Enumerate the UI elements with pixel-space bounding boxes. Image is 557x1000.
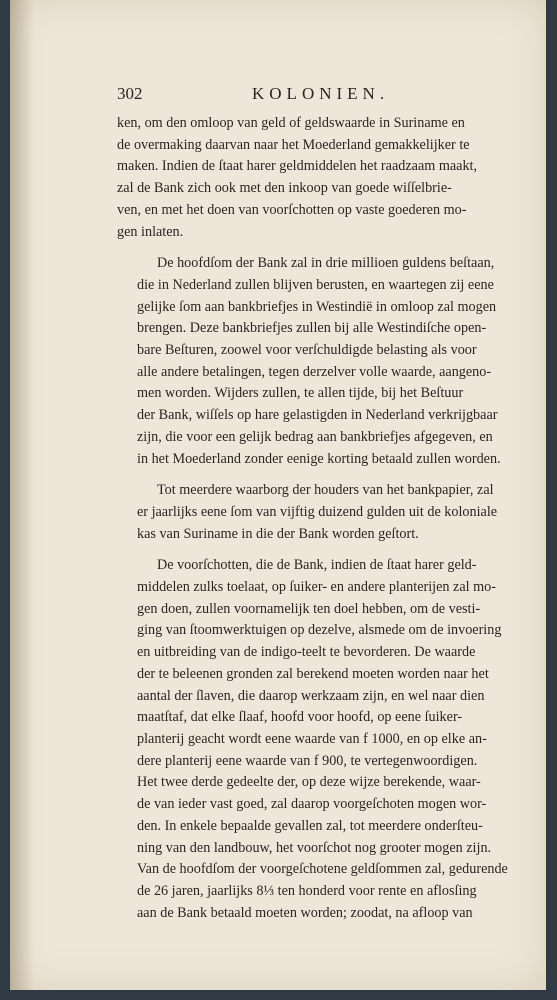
text-line: der Bank, wiſſels op hare gelastigden in Nederland verkrijgbaar xyxy=(137,407,498,424)
text-line: in het Moederland zonder eenige korting betaald zullen worden. xyxy=(137,450,501,467)
running-title: KOLONIEN. xyxy=(252,84,390,103)
page-number: 302 xyxy=(117,84,143,103)
text-line: zijn, die voor een gelijk bedrag aan bankbriefjes afgegeven, en xyxy=(137,428,493,445)
text-line: ven, en met het doen van voorſchotten op vaste goederen mo- xyxy=(117,201,467,218)
text-line: De voorſchotten, die de Bank, indien de ſtaat harer geld- xyxy=(157,557,477,574)
paragraph xyxy=(117,253,529,470)
text-line: aantal der ſlaven, die daarop werkzaam zijn, en wel naar dien xyxy=(137,687,485,704)
text-line: Het twee derde gedeelte der, op deze wijze berekende, waar- xyxy=(137,774,481,791)
text-line: de van ieder vast goed, zal daarop voorgeſchoten mogen wor- xyxy=(137,796,487,813)
body-text xyxy=(117,113,529,934)
text-line: Tot meerdere waarborg der houders van het bankpapier, zal xyxy=(157,482,494,499)
text-line: dere planterij eene waarde van f 900, te vertegenwoordigen. xyxy=(137,752,478,769)
text-line: de overmaking daarvan naar het Moederland gemakkelijker te xyxy=(117,136,470,153)
text-line: kas van Suriname in die der Bank worden geſtort. xyxy=(137,525,419,542)
text-line: Van de hoofdſom der voorgeſchotene geldſommen zal, gedurende xyxy=(137,861,508,878)
paragraph xyxy=(117,113,529,243)
text-line: planterij geacht wordt eene waarde van f 1000, en op elke an- xyxy=(137,730,487,747)
text-line: De hoofdſom der Bank zal in drie millioen guldens beſtaan, xyxy=(157,255,495,272)
text-line: aan de Bank betaald moeten worden; zoodat, na afloop van xyxy=(137,904,473,921)
text-line: den. In enkele bepaalde gevallen zal, tot meerdere onderſteu- xyxy=(137,817,483,834)
text-line: der te beleenen gronden zal berekend moeten worden naar het xyxy=(137,665,489,682)
text-line: ging van ſtoomwerktuigen op dezelve, alsmede om de invoering xyxy=(137,622,502,639)
text-line: maatſtaf, dat elke ſlaaf, hoofd voor hoofd, op eene ſuiker- xyxy=(137,709,463,726)
text-line: gen inlaten. xyxy=(117,223,184,240)
text-line: die in Nederland zullen blijven berusten, en waartegen zij eene xyxy=(137,276,494,293)
text-line: men worden. Wijders zullen, te allen tijde, bij het Beſtuur xyxy=(137,385,464,402)
text-line: er jaarlijks eene ſom van vijftig duizend gulden uit de koloniale xyxy=(137,503,498,520)
text-line: middelen zulks toelaat, op ſuiker- en andere planterijen zal mo- xyxy=(137,579,496,596)
text-line: gelijke ſom aan bankbriefjes in Westindië in omloop zal mogen xyxy=(137,298,497,315)
text-line: brengen. Deze bankbriefjes zullen bij alle Westindiſche open- xyxy=(137,320,487,337)
text-line: gen doen, zullen voornamelijk ten doel hebben, om de vesti- xyxy=(137,600,481,617)
text-line: en uitbreiding van de indigo-teelt te bevorderen. De waarde xyxy=(137,644,476,661)
book-page xyxy=(10,0,546,990)
paragraph xyxy=(117,480,529,545)
text-line: alle andere betalingen, tegen derzelver volle waarde, aangeno- xyxy=(137,363,492,380)
text-line: zal de Bank zich ook met den inkoop van goede wiſſelbrie- xyxy=(117,180,452,197)
text-line: bare Beſturen, zoowel voor verſchuldigde belasting als voor xyxy=(137,342,477,359)
text-line: ken, om den omloop van geld of geldswaarde in Suriname en xyxy=(117,115,465,131)
text-line: de 26 jaren, jaarlijks 8⅓ ten honderd voor rente en aflosſing xyxy=(137,882,477,899)
paragraph xyxy=(117,555,529,924)
text-line: maken. Indien de ſtaat harer geldmiddelen het raadzaam maakt, xyxy=(117,158,478,175)
text-line: ning van den landbouw, het voorſchot nog grooter mogen zijn. xyxy=(137,839,492,856)
running-head xyxy=(117,84,537,108)
